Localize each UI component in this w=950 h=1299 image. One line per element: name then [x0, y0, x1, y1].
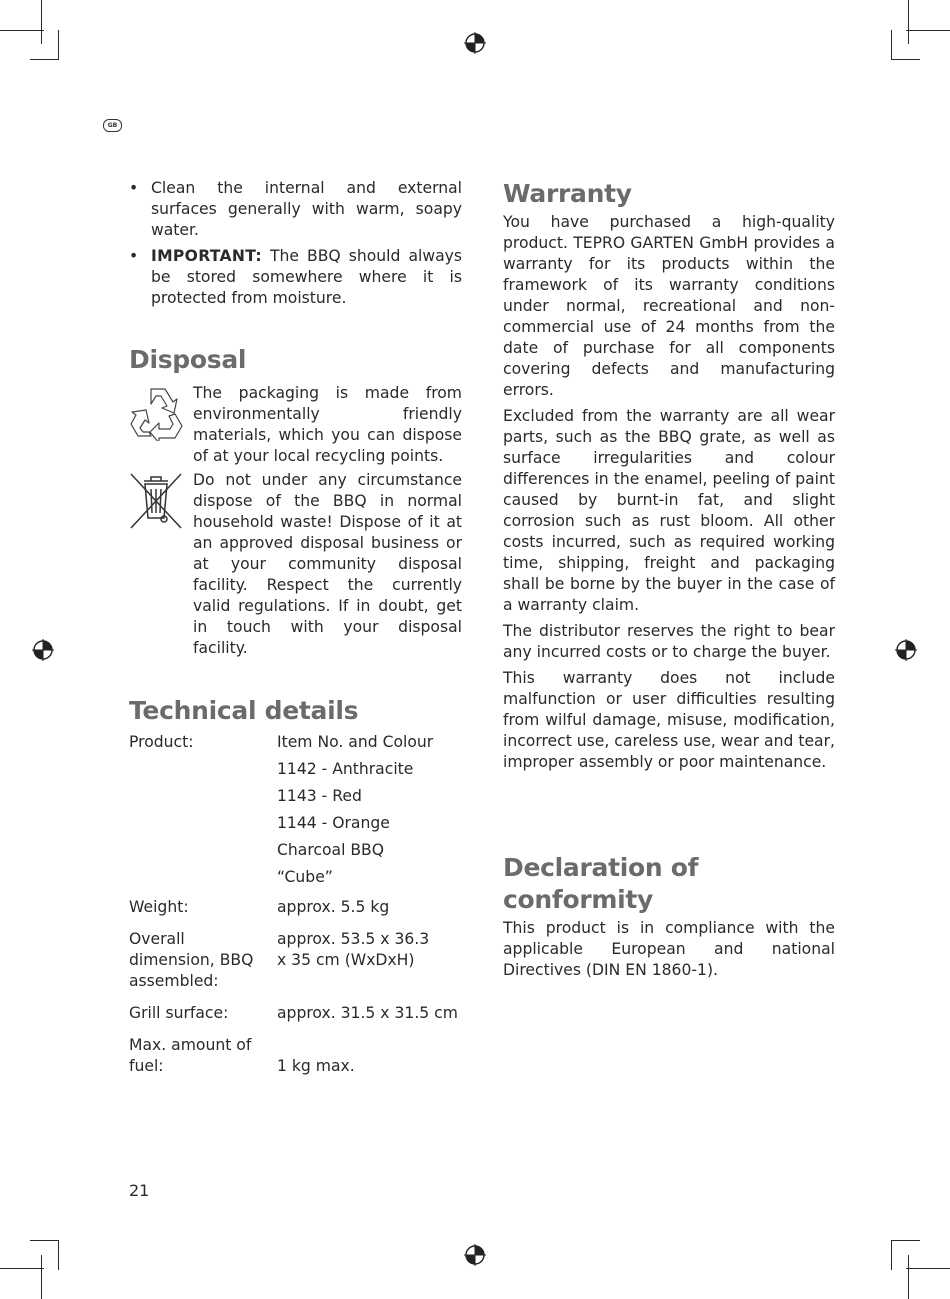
- crop-mark: [58, 30, 59, 60]
- bbq-waste-disposal: [129, 470, 462, 659]
- warranty-paragraph: The distributor reserves the right to bear any incurred costs or to charge the buyer.: [503, 622, 835, 661]
- table-row: [129, 1003, 462, 1024]
- registration-mark-icon: [464, 1244, 486, 1266]
- page-number: 21: [129, 1181, 150, 1200]
- weight-value: approx. 5.5 kg: [277, 898, 390, 916]
- warranty-section: [503, 178, 835, 773]
- registration-mark-icon: [895, 639, 917, 661]
- crop-mark: [891, 59, 920, 60]
- table-row: [129, 897, 462, 918]
- crop-mark: [41, 0, 42, 44]
- list-item: [129, 178, 462, 241]
- crop-mark: [908, 1255, 909, 1299]
- crop-mark: [58, 1240, 59, 1270]
- crop-mark: [891, 1240, 920, 1241]
- table-row: [129, 729, 462, 891]
- product-line: Item No. and Colour: [277, 733, 434, 751]
- crop-mark: [891, 30, 892, 60]
- dimension-value: approx. 53.5 x 36.3 x 35 cm (WxDxH): [277, 930, 430, 969]
- section-title: Warranty: [503, 179, 632, 208]
- product-line: 1144 - Orange: [277, 814, 390, 832]
- technical-table: [129, 729, 462, 1077]
- registration-mark-icon: [32, 639, 54, 661]
- crop-mark: [41, 1255, 42, 1299]
- warranty-paragraph: You have purchased a high-quality product. TEPRO GARTEN GmbH provides a warranty for its products within the framework of its warranty conditions under normal, recreational and non-commercial use of 24 months from the date of purchase for all components covering defects and manufacturing errors.: [503, 213, 835, 399]
- list-item: [129, 246, 462, 309]
- fuel-label: Max. amount of fuel:: [129, 1036, 252, 1075]
- fuel-value: 1 kg max.: [277, 1057, 355, 1075]
- disposal-section: [129, 344, 462, 659]
- care-bullet-text: Clean the internal and external surfaces generally with warm, soapy water.: [151, 179, 462, 239]
- product-line: 1143 - Red: [277, 787, 362, 805]
- language-badge: GB: [103, 119, 122, 132]
- weight-label: Weight:: [129, 898, 189, 916]
- recycling-icon: [129, 383, 187, 441]
- section-title: Disposal: [129, 345, 247, 374]
- table-row: [129, 929, 462, 992]
- product-line: Charcoal BBQ: [277, 841, 385, 859]
- table-row: [129, 1035, 462, 1077]
- technical-details-section: [129, 695, 462, 1077]
- product-line: “Cube”: [277, 868, 333, 886]
- product-line: 1142 - Anthracite: [277, 760, 414, 778]
- product-value: [277, 729, 462, 891]
- section-title: Declaration of conformity: [503, 853, 699, 914]
- registration-mark-icon: [464, 32, 486, 54]
- care-instructions: [129, 178, 462, 314]
- care-bullet-list: [129, 178, 462, 309]
- conformity-section: [503, 852, 835, 981]
- crop-mark: [30, 1240, 59, 1241]
- warranty-paragraph: This warranty does not include malfunction or user difficulties resulting from wilful damage, misuse, modification, incorrect use, careless use, wear and tear, improper assembly or poor maintenance.: [503, 669, 835, 771]
- warranty-paragraph: Excluded from the warranty are all wear parts, such as the BBQ grate, as well as surface irregularities and colour differences in the enamel, peeling of paint caused by burnt-in fat, and slight corrosion such as rust bloom. All other costs incurred, such as required working time, shipping, freight and packaging shall be borne by the buyer in the case of a warranty claim.: [503, 407, 835, 614]
- crop-mark: [906, 30, 950, 31]
- care-bullet-text: The BBQ should always be stored somewhere where it is protected from moisture.: [151, 247, 462, 307]
- crop-mark: [908, 0, 909, 44]
- packaging-text: The packaging is made from environmentally friendly materials, which you can dispose of at your local recycling points.: [193, 384, 462, 465]
- waste-text: Do not under any circumstance dispose of the BBQ in normal household waste! Dispose of it at an approved disposal business or at your community disposal facility. Respect the currently valid regulations. If in doubt, get in touch with your disposal facility.: [193, 471, 462, 657]
- important-label: IMPORTANT:: [151, 247, 262, 265]
- crop-mark: [906, 1268, 950, 1269]
- conformity-text: This product is in compliance with the applicable European and national Directives (DIN EN 1860-1).: [503, 919, 835, 979]
- crossed-out-bin-icon: [129, 472, 183, 530]
- grill-surface-label: Grill surface:: [129, 1004, 229, 1022]
- product-label: Product:: [129, 733, 194, 751]
- section-title: Technical details: [129, 696, 359, 725]
- grill-surface-value: approx. 31.5 x 31.5 cm: [277, 1004, 458, 1022]
- dimension-label: Overall dimension, BBQ assembled:: [129, 930, 254, 990]
- crop-mark: [0, 30, 44, 31]
- crop-mark: [891, 1240, 892, 1270]
- crop-mark: [30, 59, 59, 60]
- crop-mark: [0, 1268, 44, 1269]
- packaging-disposal: [129, 383, 462, 467]
